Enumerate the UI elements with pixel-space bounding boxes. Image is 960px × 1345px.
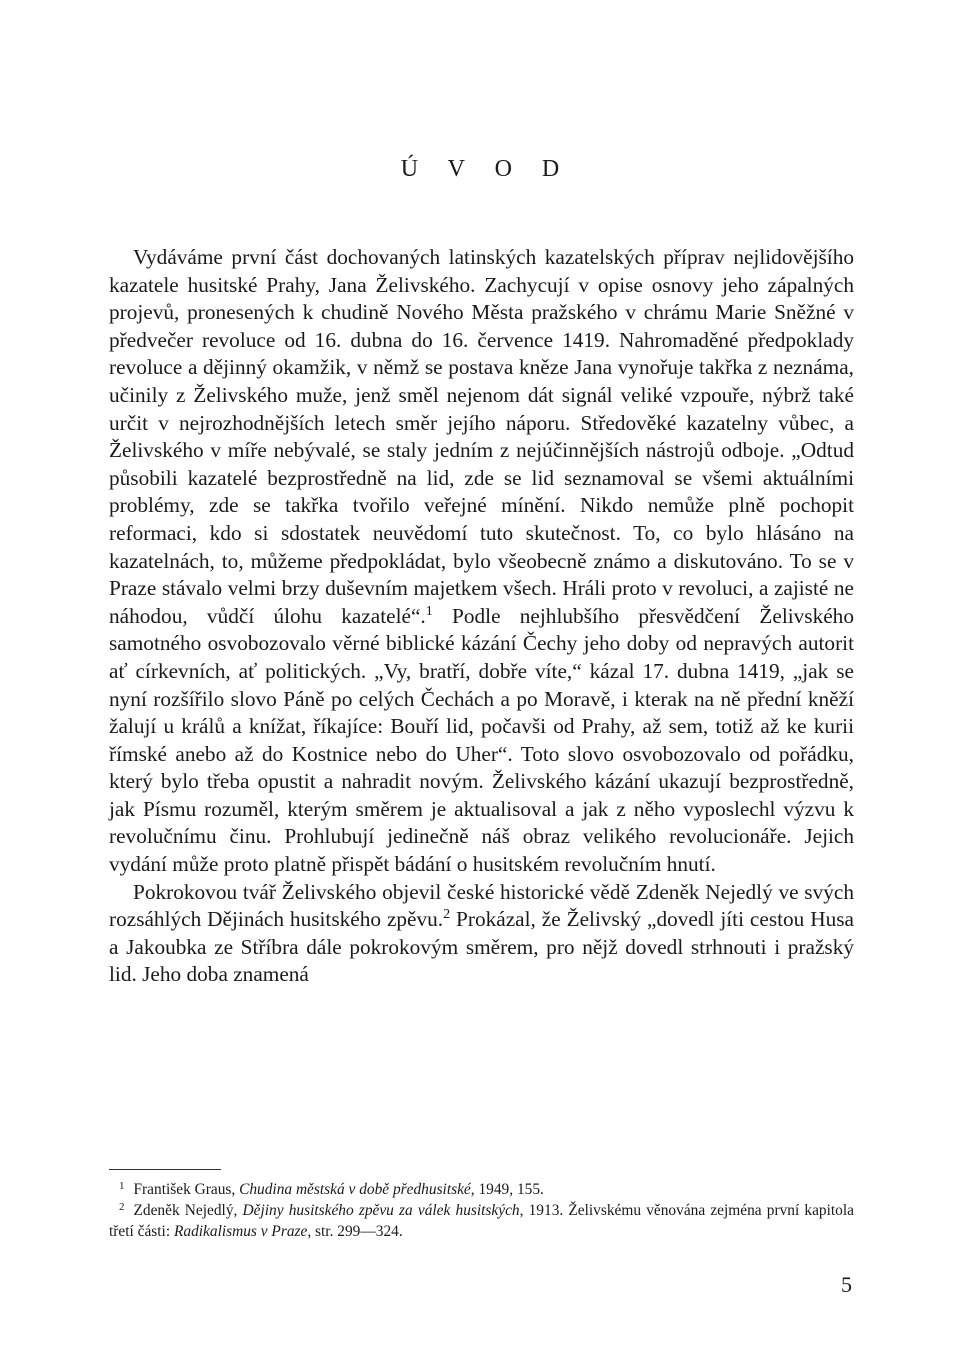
footnote-1-mark: 1 [119,1180,125,1192]
paragraph-1 [109,244,854,879]
footnote-2-author: Zdeněk Nejedlý, [133,1202,243,1219]
footnote-2-title: Dějiny husitského zpěvu za válek husitských [242,1202,520,1219]
paragraph-2-text-a: Pokrokovou tvář Želivského objevil české historické vědě Zdeněk Nejedlý ve svých rozsáhlých Dějinách husitského zpěvu. [109,879,854,932]
footnote-1-title: Chudina městská v době předhusitské [239,1181,471,1198]
footnote-ref-2: 2 [443,907,451,923]
body-text [109,244,854,989]
paragraph-2 [109,879,854,989]
footnote-separator [109,1169,221,1170]
page-number: 5 [841,1272,852,1297]
chapter-heading: Ú V O D [400,156,572,182]
footnote-2-middle: , 1913. Želivskému věnována zejména první kapitola třetí části: [109,1202,854,1240]
footnote-1 [109,1179,854,1200]
footnote-2 [109,1200,854,1242]
paragraph-1-text-b: Podle nejhlubšího přesvědčení Želivského samotného osvobozovalo věrné biblické kázání Čechy jeho doby od nepravých autorit ať církevních, ať politických. „Vy, bratří, dobře víte,“ kázal 17. dubna 1419, „jak se nyní rozšířilo slovo Páně po celých Čechách a po Moravě, i kterak na ně přední kněží žalují u králů a knížat, říkajíce: Bouří lid, počavši od Prahy, až sem, totiž až ke kurii římské anebo až do Kostnice nebo do Uher“. Toto slovo osvobozovalo od pořádku, který bylo třeba opustit a nahradit novým. Želivského kázání ukazují bezprostředně, jak Písmu rozuměl, kterým směrem je aktualisoval a jak z něho vyposlechl výzvu k revolučnímu činu. Prohlubují jedinečně náš obraz velikého revolucionáře. Jejich vydání může proto platně přispět bádání o husitském revolučním hnutí. [109,603,854,877]
footnote-1-author: František Graus, [133,1181,240,1198]
footnote-2-rest: , str. 299—324. [307,1223,403,1240]
footnote-ref-1: 1 [425,603,433,619]
footnote-1-rest: , 1949, 155. [470,1181,544,1198]
paragraph-1-text-a: Vydáváme první část dochovaných latinských kazatelských příprav nejlidovějšího kazatele husitské Prahy, Jana Želivského. Zachycují v opise osnovy jeho zápalných projevů, pronesených k chudině Nového Města pražského v chrámu Marie Sněžné v předvečer revoluce od 16. dubna do 16. července 1419. Nahromaděné předpoklady revoluce a dějinný okamžik, v němž se postava kněze Jana vynořuje takřka z neznáma, učinily z Želivského muže, jenž směl nejenom dát signál veliké vzpouře, nýbrž také určit v nejrozhodnějších letech směr jejího náporu. Středověké kazatelny vůbec, a Želivského v míře nebývalé, se staly jedním z nejúčinnějších nástrojů odboje. „Odtud působili kazatelé bezprostředně na lid, zde se lid seznamoval se všemi aktuálními problémy, zde se takřka tvořilo veřejné mínění. Nikdo nemůže plně pochopit reformaci, kdo si sdostatek neuvědomí tuto skutečnost. To, co bylo hlásáno na kazatelnách, to, můžeme předpokládat, bylo všeobecně známo a diskutováno. To se v Praze stávalo velmi brzy duševním majetkem všech. Hráli proto v revoluci, a zajisté ne náhodou, vůdčí úlohu kazatelé“. [109,245,854,628]
footnote-2-title-2: Radikalismus v Praze [173,1223,308,1240]
footnotes [109,1179,854,1242]
footnote-2-mark: 2 [119,1201,125,1213]
paragraph-2-text-b: Prokázal, že Želivský „dovedl jíti cestou Husa a Jakoubka ze Stříbra dále pokrokovým směrem, pro nějž dovedl strhnouti i pražský lid. Jeho doba znamená [109,907,854,987]
